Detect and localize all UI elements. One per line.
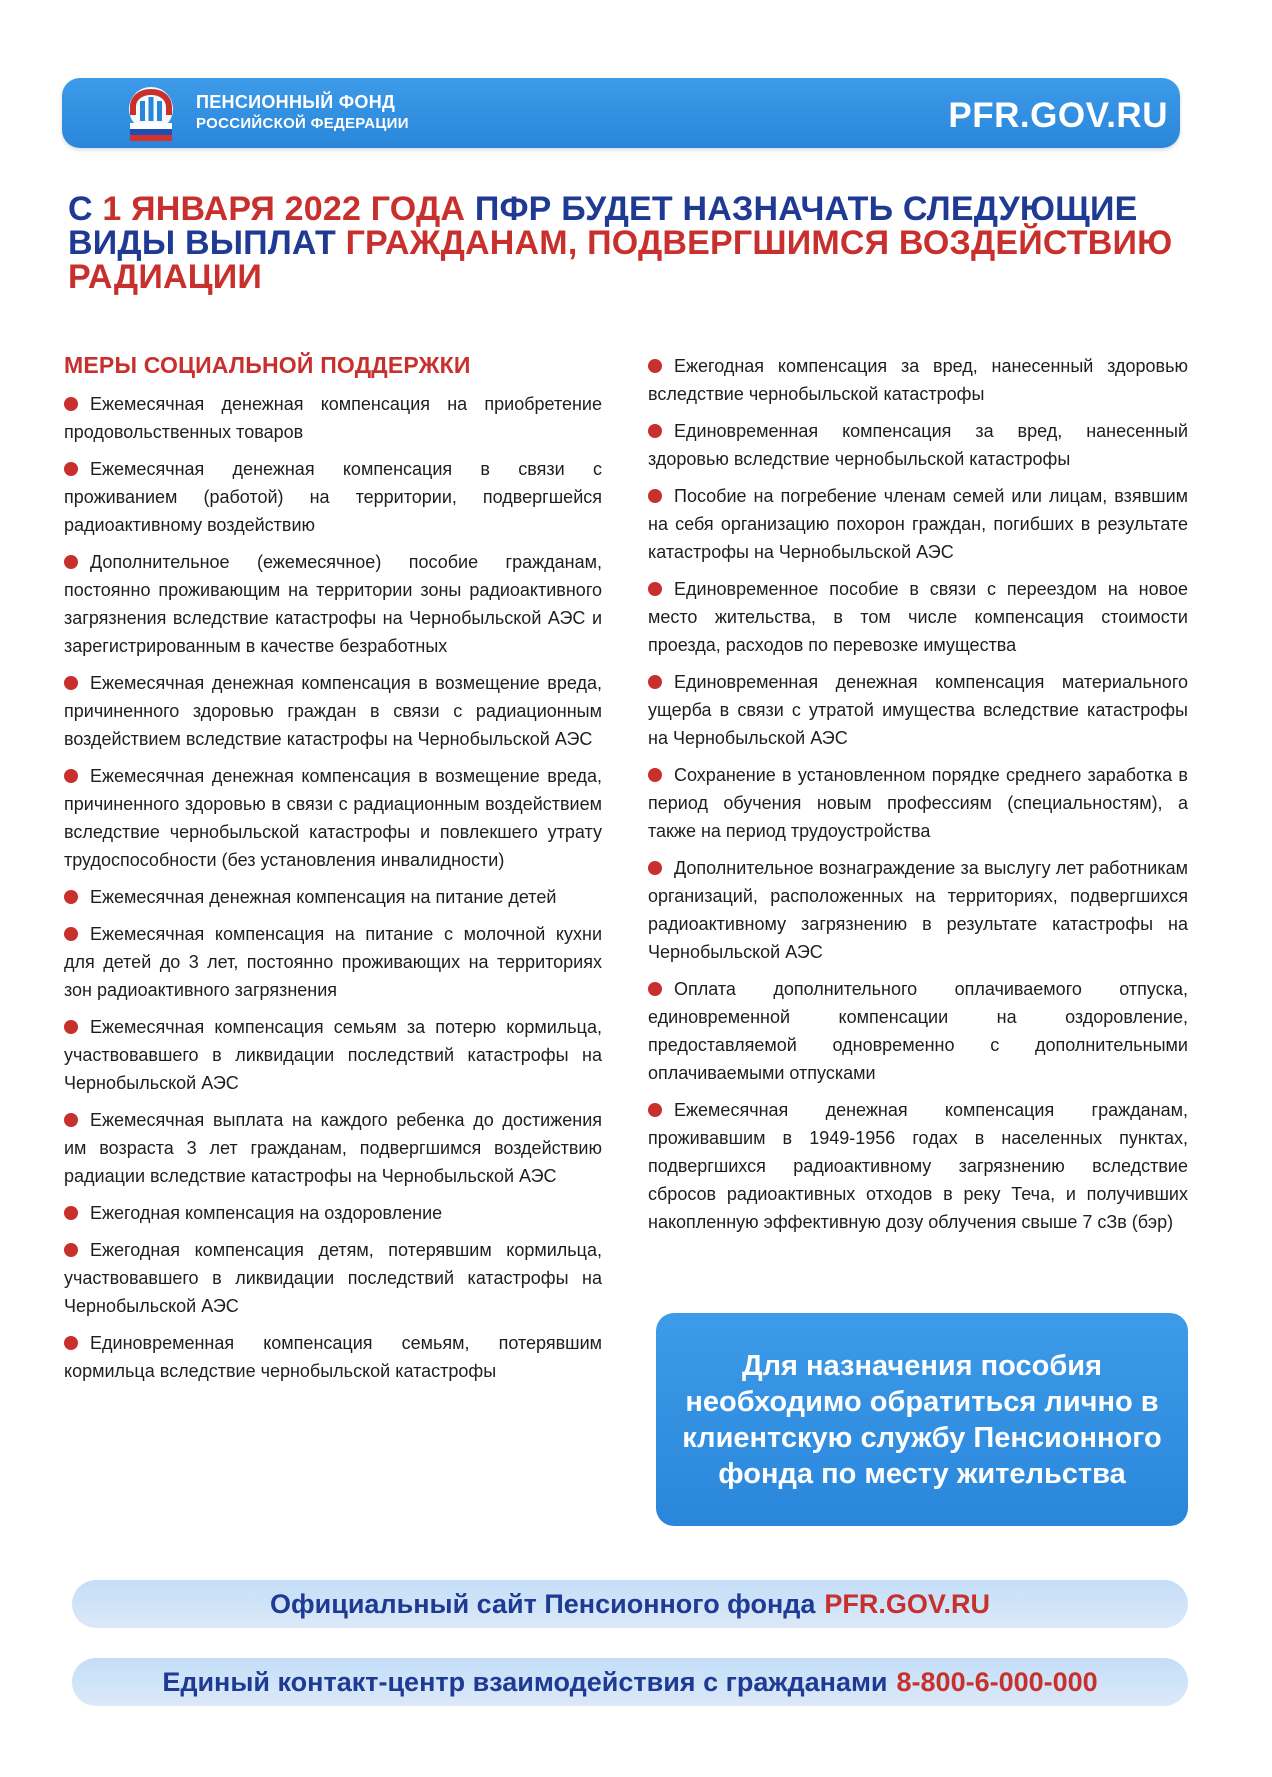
bullet-icon (64, 927, 78, 941)
list-item (64, 762, 602, 874)
list-item-text: Единовременная компенсация семьям, потерявшим кормильца вследствие чернобыльской катастрофы (64, 1333, 602, 1381)
list-item (648, 417, 1188, 473)
list-item (64, 1236, 602, 1320)
list-item (64, 1199, 602, 1227)
list-item (648, 1096, 1188, 1236)
list-item-text: Дополнительное (ежемесячное) пособие гражданам, постоянно проживающим на территории зоны радиоактивного загрязнения вследствие катастрофы на Чернобыльской АЭС и зарегистрированным в качестве безработных (64, 552, 602, 656)
list-item (64, 1329, 602, 1385)
bullet-icon (64, 1206, 78, 1220)
list-item (648, 668, 1188, 752)
footer-contact-phone[interactable]: 8-800-6-000-000 (896, 1666, 1098, 1697)
list-item-text: Ежемесячная выплата на каждого ребенка до достижения им возраста 3 лет гражданам, подвергшимся воздействию радиации вследствие катастрофы на Чернобыльской АЭС (64, 1110, 602, 1186)
bullet-icon (648, 582, 662, 596)
bullet-icon (64, 1336, 78, 1350)
org-name-line2: РОССИЙСКОЙ ФЕДЕРАЦИИ (196, 115, 409, 132)
list-item (648, 352, 1188, 408)
list-item-text: Ежегодная компенсация на оздоровление (90, 1203, 443, 1223)
footer-contact-bar (72, 1658, 1188, 1706)
list-item (648, 854, 1188, 966)
list-item (648, 975, 1188, 1087)
list-item-text: Дополнительное вознаграждение за выслугу лет работникам организаций, расположенных на территориях, подвергшихся радиоактивному загрязнению в результате катастрофы на Чернобыльской АЭС (648, 858, 1188, 962)
list-item-text: Пособие на погребение членам семей или лицам, взявшим на себя организацию похорон граждан, погибших в результате катастрофы на Чернобыльской АЭС (648, 486, 1188, 562)
list-item-text: Единовременная денежная компенсация материального ущерба в связи с утратой имущества вследствие катастрофы на Чернобыльской АЭС (648, 672, 1188, 748)
list-item-text: Единовременная компенсация за вред, нанесенный здоровью вследствие чернобыльской катастрофы (648, 421, 1188, 469)
list-item (648, 482, 1188, 566)
headline-part3: ПФР БУДЕТ НАЗНАЧАТЬ СЛЕДУЮЩИЕ ВИДЫ ВЫПЛАТ (68, 190, 1138, 262)
list-item (64, 390, 602, 446)
list-item-text: Сохранение в установленном порядке среднего заработка в период обучения новым профессиям (специальностям), а также на период трудоустройства (648, 765, 1188, 841)
list-item-text: Ежемесячная компенсация семьям за потерю кормильца, участвовавшего в ликвидации последствий катастрофы на Чернобыльской АЭС (64, 1017, 602, 1093)
list-item-text: Ежемесячная денежная компенсация на приобретение продовольственных товаров (64, 394, 602, 442)
list-item-text: Ежемесячная денежная компенсация в возмещение вреда, причиненного здоровью граждан в связи с радиационным воздействием вследствие катастрофы на Чернобыльской АЭС (64, 673, 602, 749)
footer-site-link[interactable]: PFR.GOV.RU (824, 1588, 990, 1619)
footer-contact-text: Единый контакт-центр взаимодействия с гражданами (162, 1666, 888, 1697)
list-item-text: Ежемесячная денежная компенсация на питание детей (90, 887, 557, 907)
list-item-text: Ежемесячная денежная компенсация в связи с проживанием (работой) на территории, подвергшейся радиоактивному воздействию (64, 459, 602, 535)
bullet-icon (64, 555, 78, 569)
list-item-text: Оплата дополнительного оплачиваемого отпуска, единовременной компенсации на оздоровление, предоставляемой одновременно с дополнительными оплачиваемыми отпусками (648, 979, 1188, 1083)
list-item-text: Ежегодная компенсация детям, потерявшим кормильца, участвовавшего в ликвидации последствий катастрофы на Чернобыльской АЭС (64, 1240, 602, 1316)
list-item (648, 575, 1188, 659)
bullet-icon (64, 890, 78, 904)
section-title: МЕРЫ СОЦИАЛЬНОЙ ПОДДЕРЖКИ (64, 352, 471, 378)
list-item (64, 455, 602, 539)
list-item (64, 1013, 602, 1097)
org-name-line1: ПЕНСИОННЫЙ ФОНД (196, 92, 396, 112)
right-benefits-list (648, 352, 1188, 1245)
bullet-icon (64, 1113, 78, 1127)
bullet-icon (648, 675, 662, 689)
list-item (64, 920, 602, 1004)
list-item-text: Ежемесячная компенсация на питание с молочной кухни для детей до 3 лет, постоянно проживающих на территориях зон радиоактивного загрязнения (64, 924, 602, 1000)
pfr-logo-icon (118, 83, 184, 147)
bullet-icon (64, 397, 78, 411)
list-item (64, 548, 602, 660)
cta-box (656, 1313, 1188, 1526)
list-item-text: Единовременное пособие в связи с переездом на новое место жительства, в том числе компенсация стоимости проезда, расходов по перевозке имущества (648, 579, 1188, 655)
page-headline (68, 192, 1188, 294)
bullet-icon (64, 1243, 78, 1257)
bullet-icon (64, 1020, 78, 1034)
bullet-icon (648, 1103, 662, 1117)
cta-text: Для назначения пособия необходимо обратиться лично в клиентскую службу Пенсионного фонда по месту жительства (682, 1349, 1162, 1490)
header-site-link[interactable]: PFR.GOV.RU (948, 96, 1168, 135)
bullet-icon (64, 676, 78, 690)
list-item (64, 669, 602, 753)
bullet-icon (648, 982, 662, 996)
list-item (64, 883, 602, 911)
left-benefits-list (64, 390, 602, 1394)
list-item-text: Ежемесячная денежная компенсация в возмещение вреда, причиненного здоровью в связи с радиационным воздействием вследствие чернобыльской катастрофы и повлекшего утрату трудоспособности (без установления инвалидности) (64, 766, 602, 870)
list-item-text: Ежегодная компенсация за вред, нанесенный здоровью вследствие чернобыльской катастрофы (648, 356, 1188, 404)
footer-site-bar (72, 1580, 1188, 1628)
list-item-text: Ежемесячная денежная компенсация гражданам, проживавшим в 1949-1956 годах в населенных пунктах, подвергшихся радиоактивному загрязнению вследствие сбросов радиоактивных отходов в реку Теча, и получивших накопленную эффективную дозу облучения свыше 7 сЗв (бэр) (648, 1100, 1188, 1232)
bullet-icon (648, 768, 662, 782)
bullet-icon (64, 462, 78, 476)
bullet-icon (648, 424, 662, 438)
bullet-icon (648, 359, 662, 373)
headline-date: 1 ЯНВАРЯ 2022 ГОДА (102, 190, 466, 228)
headline-recipients: ГРАЖДАНАМ, ПОДВЕРГШИМСЯ ВОЗДЕЙСТВИЮ РАДИАЦИИ (68, 224, 1173, 296)
bullet-icon (648, 489, 662, 503)
list-item (64, 1106, 602, 1190)
org-name (196, 92, 409, 134)
bullet-icon (648, 861, 662, 875)
bullet-icon (64, 769, 78, 783)
headline-part1: С (68, 190, 103, 228)
list-item (648, 761, 1188, 845)
footer-site-text: Официальный сайт Пенсионного фонда (270, 1588, 816, 1619)
